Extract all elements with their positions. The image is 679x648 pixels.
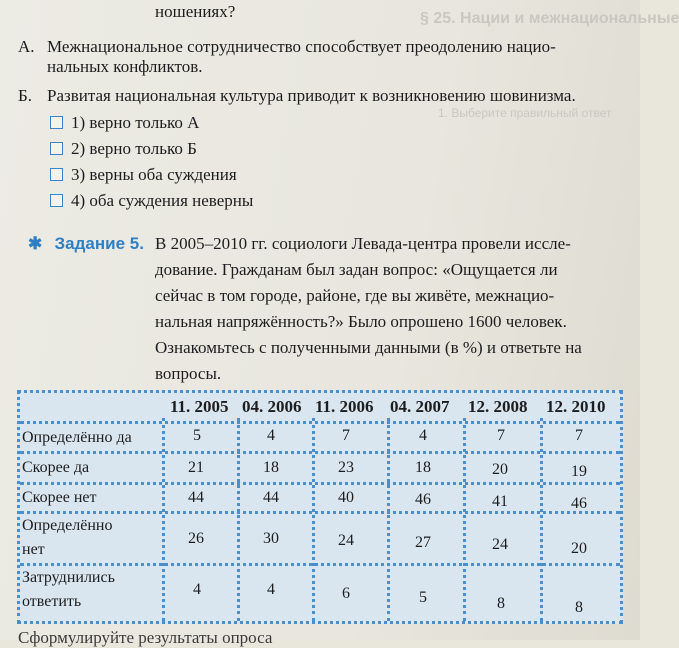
column-header: 04. 2007 xyxy=(390,397,450,416)
row-label: нет xyxy=(22,541,45,558)
table-cell: 7 xyxy=(342,427,350,444)
column-header: 12. 2008 xyxy=(468,397,528,416)
table-cell: 20 xyxy=(571,540,587,557)
row-divider xyxy=(20,511,620,514)
task-line-2: дование. Гражданам был задан вопрос: «Ощущается ли xyxy=(155,260,558,279)
table-cell: 23 xyxy=(338,459,354,476)
checkbox-icon[interactable] xyxy=(50,194,63,207)
table-cell: 5 xyxy=(419,589,427,606)
column-header: 11. 2005 xyxy=(170,397,229,416)
answer-option-label: 3) верны оба суждения xyxy=(71,165,237,184)
column-header: 11. 2006 xyxy=(315,397,374,416)
row-divider xyxy=(20,482,620,485)
column-divider xyxy=(463,418,466,621)
table-cell: 30 xyxy=(263,530,279,547)
row-label: Определённо да xyxy=(22,429,132,446)
table-cell: 44 xyxy=(263,489,279,506)
statement-a-line-2: нальных конфликтов. xyxy=(47,57,203,76)
answer-option-label: 1) верно только А xyxy=(71,113,200,132)
table-cell: 6 xyxy=(342,585,350,602)
column-header: 04. 2006 xyxy=(242,397,302,416)
table-cell: 4 xyxy=(193,581,201,598)
task-line-4: нальная напряжённость?» Было опрошено 1600 человек. xyxy=(155,312,567,331)
column-divider xyxy=(312,418,315,621)
table-cell: 8 xyxy=(575,599,583,616)
column-divider xyxy=(237,418,240,621)
answer-option-label: 2) верно только Б xyxy=(71,139,197,158)
table-cell: 18 xyxy=(415,459,431,476)
column-divider xyxy=(387,418,390,621)
table-cell: 44 xyxy=(188,489,204,506)
row-divider xyxy=(20,563,620,566)
table-cell: 4 xyxy=(267,581,275,598)
statement-b-line-1: Развитая национальная культура приводит к возникновению шовинизма. xyxy=(47,86,576,105)
statement-a-line-1: Межнациональное сотрудничество способствует преодолению нацио- xyxy=(47,37,556,56)
answer-option-1[interactable] xyxy=(50,113,199,133)
table-cell: 46 xyxy=(415,491,431,508)
table-cell: 4 xyxy=(419,427,427,444)
row-label: Определённо xyxy=(22,517,113,534)
row-label: Скорее нет xyxy=(22,489,97,506)
task-line-3: сейчас в том городе, районе, где вы живёте, межнацио- xyxy=(155,286,555,305)
top-fragment: ношениях? xyxy=(155,2,236,21)
task-line-6: вопросы. xyxy=(155,364,222,383)
table-cell: 7 xyxy=(575,427,583,444)
column-header: 12. 2010 xyxy=(546,397,606,416)
row-label: ответить xyxy=(22,593,82,610)
table-cell: 4 xyxy=(267,427,275,444)
task-line-5: Ознакомьтесь с полученными данными (в %) и ответьте на xyxy=(155,338,582,357)
table-cell: 20 xyxy=(492,461,508,478)
task-label: Задание 5. xyxy=(54,234,144,253)
table-cell: 40 xyxy=(338,489,354,506)
table-cell: 26 xyxy=(188,530,204,547)
row-divider xyxy=(20,421,620,424)
answer-option-4[interactable] xyxy=(50,191,253,211)
statement-b-letter: Б. xyxy=(18,86,33,105)
task-heading xyxy=(28,234,144,254)
survey-table xyxy=(17,390,623,624)
table-cell: 27 xyxy=(415,534,431,551)
answer-option-3[interactable] xyxy=(50,165,237,185)
bleed-through-line: 1. Выберите правильный ответ xyxy=(438,106,612,120)
table-cell: 41 xyxy=(492,493,508,510)
table-cell: 21 xyxy=(188,459,204,476)
table-cell: 8 xyxy=(497,595,505,612)
row-label: Скорее да xyxy=(22,459,90,476)
row-label: Затруднились xyxy=(22,569,115,586)
column-divider xyxy=(162,418,165,621)
bottom-fragment: Сформулируйте результаты опроса xyxy=(18,628,273,647)
column-divider xyxy=(540,418,543,621)
checkbox-icon[interactable] xyxy=(50,168,63,181)
table-cell: 5 xyxy=(193,427,201,444)
task-line-1: В 2005–2010 гг. социологи Левада-центра провели иссле- xyxy=(155,234,571,253)
asterisk-icon: ✱ xyxy=(28,234,43,253)
table-cell: 24 xyxy=(492,536,508,553)
table-cell: 18 xyxy=(263,459,279,476)
checkbox-icon[interactable] xyxy=(50,142,63,155)
answer-option-label: 4) оба суждения неверны xyxy=(71,191,254,210)
table-cell: 7 xyxy=(497,427,505,444)
table-cell: 19 xyxy=(571,463,587,480)
checkbox-icon[interactable] xyxy=(50,116,63,129)
answer-option-2[interactable] xyxy=(50,139,197,159)
row-divider xyxy=(20,451,620,454)
statement-a-letter: А. xyxy=(18,37,35,56)
table-cell: 46 xyxy=(571,495,587,512)
table-cell: 24 xyxy=(338,532,354,549)
bleed-through-heading: § 25. Нации и межнациональные xyxy=(420,10,679,27)
